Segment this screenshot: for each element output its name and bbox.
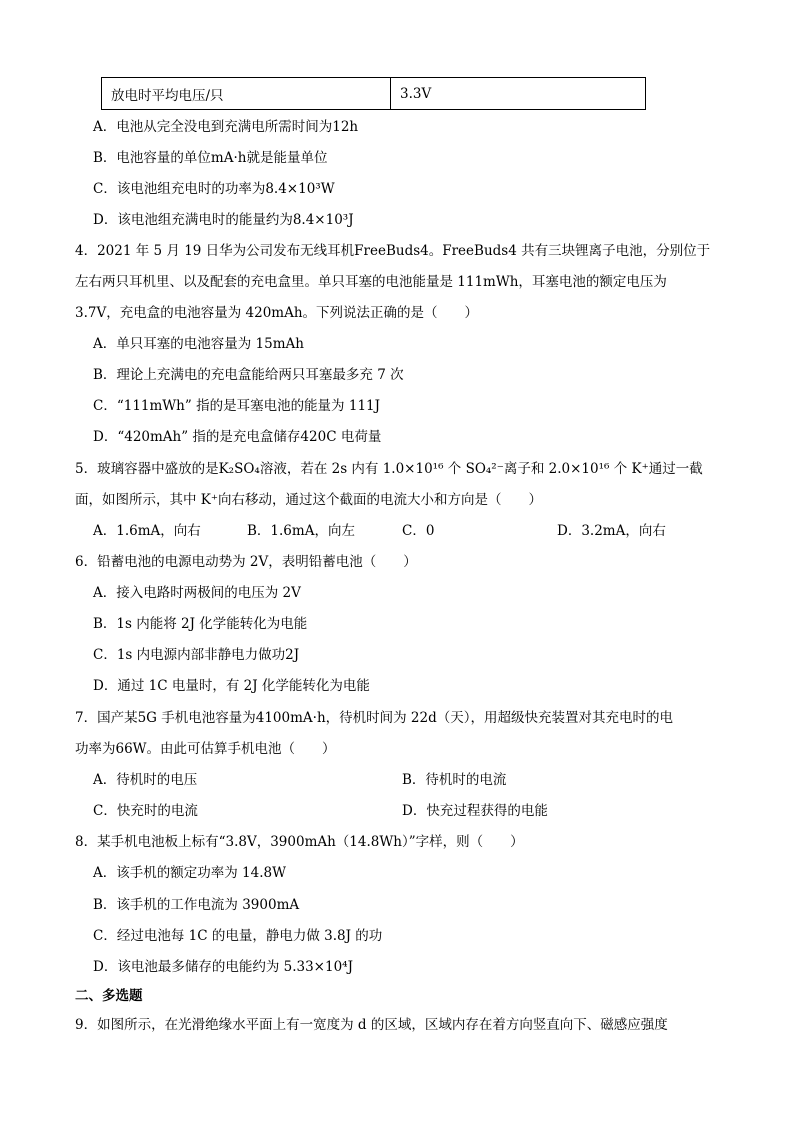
q7-option-a: A．待机时的电压 (93, 772, 198, 788)
q5-stem-line-1: 5．玻璃容器中盛放的是K₂SO₄溶液，若在 2s 内有 1.0×10¹⁶ 个 SO₄²⁻离子和 2.0×10¹⁶ 个 K⁺通过一截 (75, 461, 703, 477)
q4-option-a: A．单只耳塞的电池容量为 15mAh (93, 336, 304, 352)
q8-option-d: D．该电池最多储存的电能约为 5.33×10⁴J (93, 959, 353, 975)
q9-stem-line-1: 9．如图所示，在光滑绝缘水平面上有一宽度为 d 的区域，区域内存在着方向竖直向下、磁感应强度 (75, 1017, 668, 1033)
section-heading-multiple-choice: 二、多选题 (75, 988, 143, 1004)
q4-option-d: D．“420mAh” 指的是充电盒储存420C 电荷量 (93, 429, 382, 445)
q4-stem-line-3: 3.7V，充电盒的电池容量为 420mAh。下列说法正确的是（ ） (75, 305, 479, 321)
q7-options-row-2 (0, 801, 794, 821)
q7-option-b: B．待机时的电流 (402, 772, 507, 788)
battery-spec-table (101, 77, 646, 110)
q4-stem-line-2: 左右两只耳机里、以及配套的充电盒里。单只耳塞的电池能量是 111mWh，耳塞电池的额定电压为 (75, 274, 667, 290)
q7-stem-line-2: 功率为66W。由此可估算手机电池（ ） (75, 741, 336, 757)
q6-option-a: A．接入电路时两极间的电压为 2V (93, 585, 301, 601)
q6-stem: 6．铅蓄电池的电源电动势为 2V，表明铅蓄电池（ ） (75, 554, 417, 570)
q5-stem-line-2: 面，如图所示，其中 K⁺向右移动，通过这个截面的电流大小和方向是（ ） (75, 492, 543, 508)
q6-option-b: B．1s 内能将 2J 化学能转化为电能 (93, 616, 308, 632)
q3-option-b: B．电池容量的单位mA·h就是能量单位 (93, 150, 328, 166)
q8-option-a: A．该手机的额定功率为 14.8W (93, 865, 286, 881)
q7-options-row-1 (0, 770, 794, 790)
q8-stem: 8．某手机电池板上标有“3.8V，3900mAh（14.8Wh）”字样，则（ ） (75, 834, 524, 850)
q3-option-c: C．该电池组充电时的功率为8.4×10³W (93, 181, 335, 197)
q5-options-row (0, 521, 794, 541)
table-cell-value: 3.3V (391, 78, 646, 110)
q8-option-b: B．该手机的工作电流为 3900mA (93, 897, 300, 913)
q6-option-c: C．1s 内电源内部非静电力做功2J (93, 647, 300, 663)
q4-option-c: C．“111mWh” 指的是耳塞电池的能量为 111J (93, 398, 381, 414)
q4-option-b: B．理论上充满电的充电盒能给两只耳塞最多充 7 次 (93, 367, 404, 383)
q5-option-b: B．1.6mA，向左 (247, 523, 355, 539)
q7-option-c: C．快充时的电流 (93, 803, 198, 819)
q4-stem-line-1: 4．2021 年 5 月 19 日华为公司发布无线耳机FreeBuds4。FreeBuds4 共有三块锂离子电池，分别位于 (75, 243, 711, 259)
q6-option-d: D．通过 1C 电量时，有 2J 化学能转化为电能 (93, 678, 370, 694)
q7-stem-line-1: 7．国产某5G 手机电池容量为4100mA·h，待机时间为 22d（天），用超级快充装置对其充电时的电 (75, 710, 674, 726)
q8-option-c: C．经过电池每 1C 的电量，静电力做 3.8J 的功 (93, 928, 383, 944)
q7-option-d: D．快充过程获得的电能 (402, 803, 548, 819)
q3-option-d: D．该电池组充满电时的能量约为8.4×10³J (93, 212, 354, 228)
q5-option-a: A．1.6mA，向右 (93, 523, 201, 539)
table-row (102, 78, 646, 110)
q5-option-c: C．0 (402, 523, 435, 539)
q3-option-a: A．电池从完全没电到充满电所需时间为12h (93, 119, 359, 135)
q5-option-d: D．3.2mA，向右 (557, 523, 666, 539)
table-cell-label: 放电时平均电压/只 (102, 78, 391, 110)
